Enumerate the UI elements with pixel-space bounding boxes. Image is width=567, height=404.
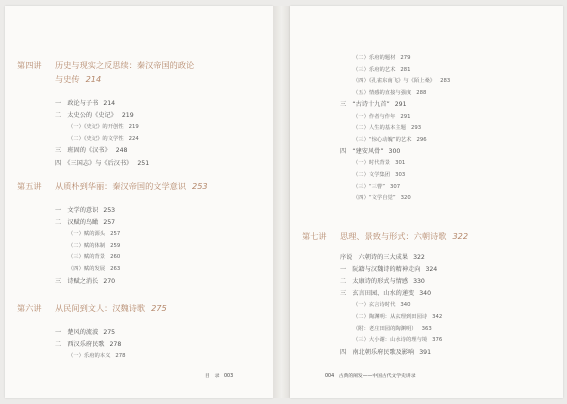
toc-entry-text: （五）情感的直接与强度: [353, 89, 412, 96]
toc-entry-page: 300: [388, 148, 401, 156]
toc-entry-text: （三）赋的背景: [68, 254, 106, 261]
book-gutter: [273, 6, 290, 398]
toc-entry-text: 一 楚风的流波: [55, 329, 99, 336]
footer-book-title: 古典的阐发——中国古代文学史讲录: [338, 374, 416, 379]
toc-entry-text: （一）赋的源头: [68, 231, 106, 238]
toc-entry-text: （三）“惊心动魄”的艺术: [353, 136, 412, 143]
toc-entry-page: 376: [432, 337, 443, 344]
toc-entry[interactable]: [353, 312, 442, 320]
toc-entry-page: 257: [110, 231, 121, 238]
toc-entry-page: 303: [395, 172, 406, 178]
toc-entry-page: 391: [419, 348, 432, 356]
toc-entry-text: 一 政论与子书: [55, 100, 99, 107]
toc-entry-text: 四 《三国志》与《后汉书》: [55, 159, 133, 167]
toc-entry[interactable]: [353, 76, 450, 84]
page-footer: [205, 372, 233, 379]
toc-entry-page: 293: [410, 125, 422, 132]
toc-entry[interactable]: [340, 99, 407, 108]
toc-entry-page: 278: [109, 341, 122, 349]
toc-entry-text: 二 西汉乐府民歌: [55, 341, 105, 349]
toc-entry-text: 一 文学的意识: [55, 207, 99, 214]
chapter-number: 第四讲: [17, 60, 42, 70]
toc-entry[interactable]: [55, 145, 128, 154]
toc-entry[interactable]: [353, 324, 432, 332]
toc-entry-page: 322: [413, 254, 425, 261]
toc-entry-text: 三 “古诗十九首”: [340, 101, 390, 109]
toc-entry-page: 251: [137, 159, 150, 167]
toc-entry-text: 三 班固的《汉书》: [55, 147, 111, 155]
toc-entry[interactable]: [55, 327, 115, 336]
toc-entry[interactable]: [340, 276, 425, 285]
chapter-page: 322: [452, 231, 469, 241]
toc-entry[interactable]: [68, 229, 120, 237]
toc-entry-text: 二 汉赋的鸟瞰: [55, 219, 99, 227]
chapter-title[interactable]: [55, 60, 194, 71]
toc-entry[interactable]: [68, 241, 120, 249]
toc-entry[interactable]: [340, 252, 425, 261]
toc-entry-page: 288: [416, 89, 427, 96]
toc-entry-page: 224: [128, 135, 139, 142]
toc-entry-text: 序说 六朝诗的三大成果: [340, 254, 409, 261]
toc-entry-page: 340: [419, 290, 432, 298]
chapter-title-line1: 思理、景致与形式：六朝诗歌: [340, 231, 447, 241]
toc-entry-page: 214: [103, 100, 116, 107]
toc-entry[interactable]: [353, 88, 426, 96]
toc-entry[interactable]: [55, 276, 115, 285]
toc-entry-text: 四 “建安风骨”: [340, 148, 384, 156]
toc-entry-page: 363: [421, 325, 432, 332]
toc-entry-page: 253: [103, 207, 116, 214]
toc-entry-text: （四）《孔雀东南飞》与《陌上桑》: [353, 78, 436, 85]
toc-entry-page: 257: [103, 219, 116, 227]
toc-entry[interactable]: [68, 252, 120, 260]
toc-entry[interactable]: [353, 170, 405, 178]
toc-entry[interactable]: [340, 347, 431, 356]
toc-entry[interactable]: [68, 122, 139, 130]
toc-entry[interactable]: [340, 264, 437, 273]
toc-entry[interactable]: [55, 158, 149, 167]
footer-page-number: 003: [223, 374, 234, 379]
toc-entry-text: （二）乐府的题材: [353, 55, 396, 61]
toc-entry-text: （四）“文学自觉”: [353, 195, 396, 202]
toc-entry-page: 296: [416, 136, 427, 143]
toc-entry[interactable]: [55, 205, 115, 214]
toc-entry[interactable]: [55, 217, 115, 226]
toc-entry-page: 219: [121, 112, 134, 120]
toc-entry-text: （三）乐府的艺术: [353, 66, 396, 73]
toc-entry-page: 324: [425, 266, 438, 274]
toc-entry-text: （一）玄言诗时代: [353, 302, 396, 309]
toc-entry[interactable]: [353, 182, 400, 190]
toc-entry[interactable]: [353, 158, 405, 166]
toc-entry-text: 二 太史公的《史记》: [55, 112, 117, 120]
toc-entry-page: 248: [115, 147, 128, 155]
footer-label: 目 录: [205, 374, 220, 379]
chapter-page: 253: [192, 181, 208, 191]
toc-entry-text: （二）陶渊明：从玄理到田园诗: [353, 314, 428, 320]
toc-entry-text: （一）时代背景: [353, 160, 391, 167]
toc-entry[interactable]: [55, 98, 115, 107]
toc-entry-page: 259: [110, 242, 121, 249]
toc-entry-page: 320: [400, 195, 411, 202]
chapter-title[interactable]: [55, 303, 167, 314]
toc-entry-page: 219: [128, 124, 139, 131]
toc-entry-page: 301: [395, 160, 406, 167]
chapter-title[interactable]: [340, 231, 468, 242]
toc-entry-text: （二）人生的基本主题: [353, 125, 406, 132]
toc-entry-text: （二）文学集团: [353, 172, 391, 178]
chapter-number: 第六讲: [17, 303, 42, 313]
chapter-number: 第七讲: [302, 231, 327, 241]
chapter-title[interactable]: [55, 181, 208, 192]
toc-entry[interactable]: [353, 123, 421, 131]
toc-entry[interactable]: [55, 339, 121, 348]
page-footer: [325, 372, 416, 379]
toc-entry[interactable]: [353, 335, 442, 343]
toc-entry-page: 263: [110, 266, 121, 272]
toc-entry-text: （一）乐府的本义: [68, 353, 111, 360]
toc-entry-text: （三）“三曹”: [353, 183, 385, 190]
chapter-title-line1: 历史与现实之反思续：秦汉帝国的政论: [55, 60, 195, 70]
toc-entry-text: 一 阮籍与汉魏诗的精神走向: [340, 266, 421, 274]
toc-entry[interactable]: [353, 135, 427, 143]
toc-entry-text: （二）《史记》的文学性: [68, 135, 124, 142]
toc-entry-page: 291: [400, 113, 411, 120]
toc-entry-page: 279: [400, 55, 411, 61]
toc-entry-page: 275: [103, 329, 116, 336]
chapter-page: 214: [85, 74, 102, 84]
right-page: [290, 6, 563, 398]
toc-entry-page: 281: [400, 66, 411, 73]
toc-entry-page: 330: [413, 278, 425, 286]
toc-entry[interactable]: [353, 53, 411, 61]
toc-entry-page: 278: [115, 353, 126, 360]
toc-entry-page: 270: [103, 277, 116, 285]
toc-entry[interactable]: [340, 288, 431, 297]
left-page: [5, 6, 273, 398]
toc-entry[interactable]: [353, 300, 411, 308]
chapter-title-line1: 从民间到文人：汉魏诗歌: [55, 303, 146, 313]
toc-entry-text: 四 南北朝乐府民歌及影响: [340, 348, 415, 356]
toc-entry-text: （四）赋的发展: [68, 266, 106, 272]
toc-entry-page: 342: [432, 314, 443, 320]
chapter-page: 275: [151, 303, 167, 313]
toc-entry-text: 三 玄言田园、山水的递变: [340, 290, 415, 298]
toc-entry-page: 340: [400, 302, 411, 309]
toc-entry-text: （一）作者与作年: [353, 113, 396, 120]
toc-entry[interactable]: [353, 193, 411, 201]
toc-entry[interactable]: [68, 264, 120, 272]
toc-entry-page: 307: [389, 183, 401, 190]
toc-entry-text: （一）《史记》的开创性: [68, 124, 124, 131]
toc-entry-page: 291: [394, 101, 407, 109]
toc-entry-page: 283: [440, 78, 451, 85]
footer-page-number: 004: [325, 374, 335, 379]
toc-entry[interactable]: [353, 65, 411, 73]
chapter-title-line1: 从质朴到华丽：秦汉帝国的文学意识: [55, 181, 187, 191]
toc-entry-page: 260: [110, 254, 121, 261]
toc-entry-text: （二）赋的体制: [68, 242, 106, 249]
chapter-title-line2: 与史传: [55, 74, 80, 84]
toc-entry[interactable]: [353, 112, 411, 120]
toc-entry-text: 二 太康诗的形式与情感: [340, 278, 409, 286]
toc-entry-text: （附：老庄田园的陶渊明）: [353, 325, 417, 332]
toc-entry[interactable]: [68, 134, 139, 142]
toc-entry[interactable]: [68, 351, 126, 359]
chapter-title-cont[interactable]: [55, 74, 101, 85]
chapter-number: 第五讲: [17, 181, 42, 191]
toc-entry-text: （三）大小谢：山水诗的理与境: [353, 337, 428, 344]
toc-entry-text: 三 诗赋之消长: [55, 277, 99, 285]
toc-entry[interactable]: [55, 110, 134, 119]
toc-entry[interactable]: [340, 146, 400, 155]
